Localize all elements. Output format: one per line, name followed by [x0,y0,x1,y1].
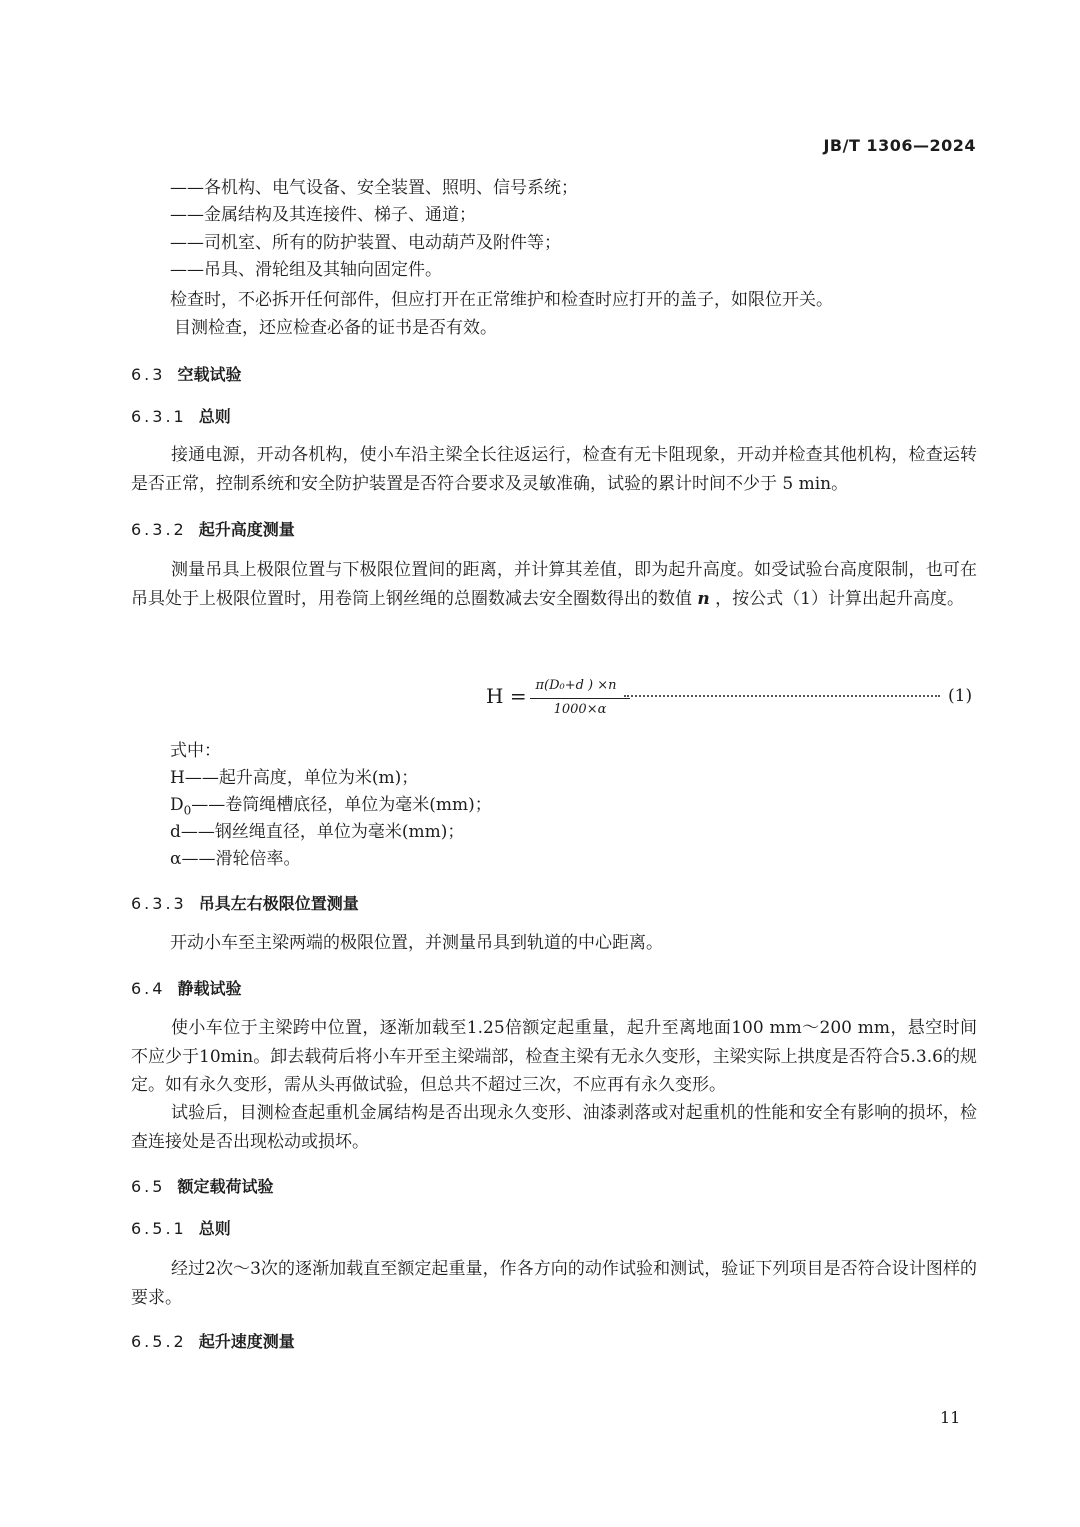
variable-n: n [697,588,710,609]
symbol-definition: H——起升高度，单位为米(m)； [170,768,419,788]
section-number: 6.4 [131,979,166,998]
section-title: 吊具左右极限位置测量 [198,894,359,913]
section-title: 起升速度测量 [198,1332,295,1351]
paragraph: 接通电源，开动各机构，使小车沿主梁全长往返运行，检查有无卡阻现象，开动并检查其他机构，检查运转是否正常，控制系统和安全防护装置是否符合要求及灵敏准确，试验的累计时间不少于 5 min。 [131,445,977,494]
symbol-definition: α——滑轮倍率。 [170,849,301,869]
section-heading-6-3 [131,362,241,385]
list-item: ——司机室、所有的防护装置、电动葫芦及附件等； [170,233,561,253]
paragraph: 试验后，目测检查起重机金属结构是否出现永久变形、油漆剥落或对起重机的性能和安全有影响的损坏，检查连接处是否出现松动或损坏。 [131,1103,977,1152]
section-heading-6-4 [131,976,241,999]
paragraph-text: 测量吊具上极限位置与下极限位置间的距离，并计算其差值，即为起升高度。如受试验台高度限制，也可在吊具处于上极限位置时，用卷筒上钢丝绳的总圈数减去安全圈数得出的数值 [131,560,977,609]
formula-denominator: 1000×α [553,702,607,717]
formula-lhs: H = [486,684,527,708]
section-heading-6-5-1 [131,1216,231,1239]
page-number: 11 [940,1408,961,1427]
section-heading-6-5-2 [131,1329,295,1352]
section-number: 6.3.3 [131,894,187,913]
section-number: 6.3 [131,365,166,384]
section-number: 6.5.1 [131,1219,187,1238]
paragraph: 目测检查，还应检查必备的证书是否有效。 [174,318,497,338]
list-item: ——各机构、电气设备、安全装置、照明、信号系统； [170,178,578,198]
section-number: 6.3.1 [131,407,187,426]
section-number: 6.5.2 [131,1332,187,1351]
paragraph: 经过2次～3次的逐渐加载直至额定起重量，作各方向的动作试验和测试，验证下列项目是否符合设计图样的要求。 [131,1259,977,1308]
section-number: 6.5 [131,1177,166,1196]
symbol-definition: d——钢丝绳直径，单位为毫米(mm)； [170,822,465,842]
paragraph-text: ，按公式（1）计算出起升高度。 [709,588,965,609]
section-number: 6.3.2 [131,520,187,539]
section-title: 总则 [198,1219,231,1238]
formula-numerator: π(D₀+d ) ×n [535,678,617,693]
list-item: ——金属结构及其连接件、梯子、通道； [170,205,476,225]
section-heading-6-3-2 [131,517,295,540]
section-title: 额定载荷试验 [177,1177,274,1196]
section-title: 静载试验 [177,979,242,998]
dot-leader [624,683,940,697]
section-heading-6-3-3 [131,891,359,914]
section-heading-6-5 [131,1174,273,1197]
section-title: 空载试验 [177,365,242,384]
where-label: 式中： [170,741,221,761]
fraction-bar [530,698,630,699]
section-title: 起升高度测量 [198,520,295,539]
list-item: ——吊具、滑轮组及其轴向固定件。 [170,260,442,280]
paragraph: 开动小车至主梁两端的极限位置，并测量吊具到轨道的中心距离。 [170,933,663,953]
paragraph: 使小车位于主梁跨中位置，逐渐加载至1.25倍额定起重量，起升至离地面100 mm～200 mm，悬空时间不应少于10min。卸去载荷后将小车开至主梁端部，检查主梁有无永久变形，主梁实际上拱度是否符合5.3.6的规定。如有永久变形，需从头再做试验，但总共不超过三次，不应再有永久变形。 [131,1018,977,1095]
formula-number: (1) [948,686,973,706]
paragraph [131,556,977,613]
standard-number: JB/T 1306—2024 [823,136,976,155]
symbol-definition: $D_0——$卷筒绳槽底径，单位为毫米(mm)； [170,795,492,818]
section-title: 总则 [198,407,231,426]
paragraph: 检查时，不必拆开任何部件，但应打开在正常维护和检查时应打开的盖子，如限位开关。 [170,290,833,310]
section-heading-6-3-1 [131,404,231,427]
